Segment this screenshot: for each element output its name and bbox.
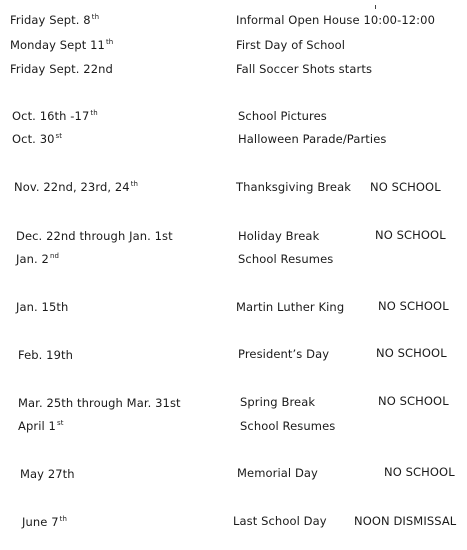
date-label: Oct. 30st — [12, 132, 63, 146]
event-label: School Resumes — [240, 419, 336, 433]
no-school-note: NO SCHOOL — [375, 228, 446, 242]
no-school-note: NO SCHOOL — [384, 465, 455, 479]
no-school-note: NO SCHOOL — [378, 299, 449, 313]
date-label: Nov. 22nd, 23rd, 24th — [14, 180, 139, 194]
event-label: School Pictures — [238, 109, 327, 123]
date-label: Oct. 16th -17th — [12, 109, 98, 123]
date-label: Dec. 22nd through Jan. 1st — [16, 229, 173, 243]
event-label: School Resumes — [238, 252, 334, 266]
date-label: Jan. 2nd — [16, 252, 60, 266]
event-label: Holiday Break — [238, 229, 320, 243]
event-label: President’s Day — [238, 347, 330, 361]
date-label: April 1st — [18, 419, 64, 433]
event-label: First Day of School — [236, 38, 346, 52]
date-label: Feb. 19th — [18, 348, 74, 362]
date-label: June 7th — [22, 515, 68, 529]
date-label: Friday Sept. 22nd — [10, 62, 113, 76]
date-label: Monday Sept 11th — [10, 38, 114, 52]
date-label: Mar. 25th through Mar. 31st — [18, 396, 181, 410]
date-label: Jan. 15th — [16, 300, 69, 314]
no-school-note: NO SCHOOL — [376, 346, 447, 360]
date-label: May 27th — [20, 467, 75, 481]
event-label: Memorial Day — [237, 466, 318, 480]
event-label: Fall Soccer Shots starts — [236, 62, 373, 76]
event-label: Last School Day — [233, 514, 327, 528]
no-school-note: NO SCHOOL — [378, 394, 449, 408]
event-label: Informal Open House 10:00-12:00 — [236, 13, 435, 27]
date-label: Friday Sept. 8th — [10, 13, 100, 27]
event-label: Spring Break — [240, 395, 316, 409]
event-label: Halloween Parade/Parties — [238, 132, 387, 146]
dismissal-note: NOON DISMISSAL — [354, 514, 457, 528]
no-school-note: NO SCHOOL — [370, 180, 441, 194]
event-label: Thanksgiving Break — [236, 180, 351, 194]
scan-speck — [375, 5, 376, 9]
event-label: Martin Luther King — [236, 300, 345, 314]
